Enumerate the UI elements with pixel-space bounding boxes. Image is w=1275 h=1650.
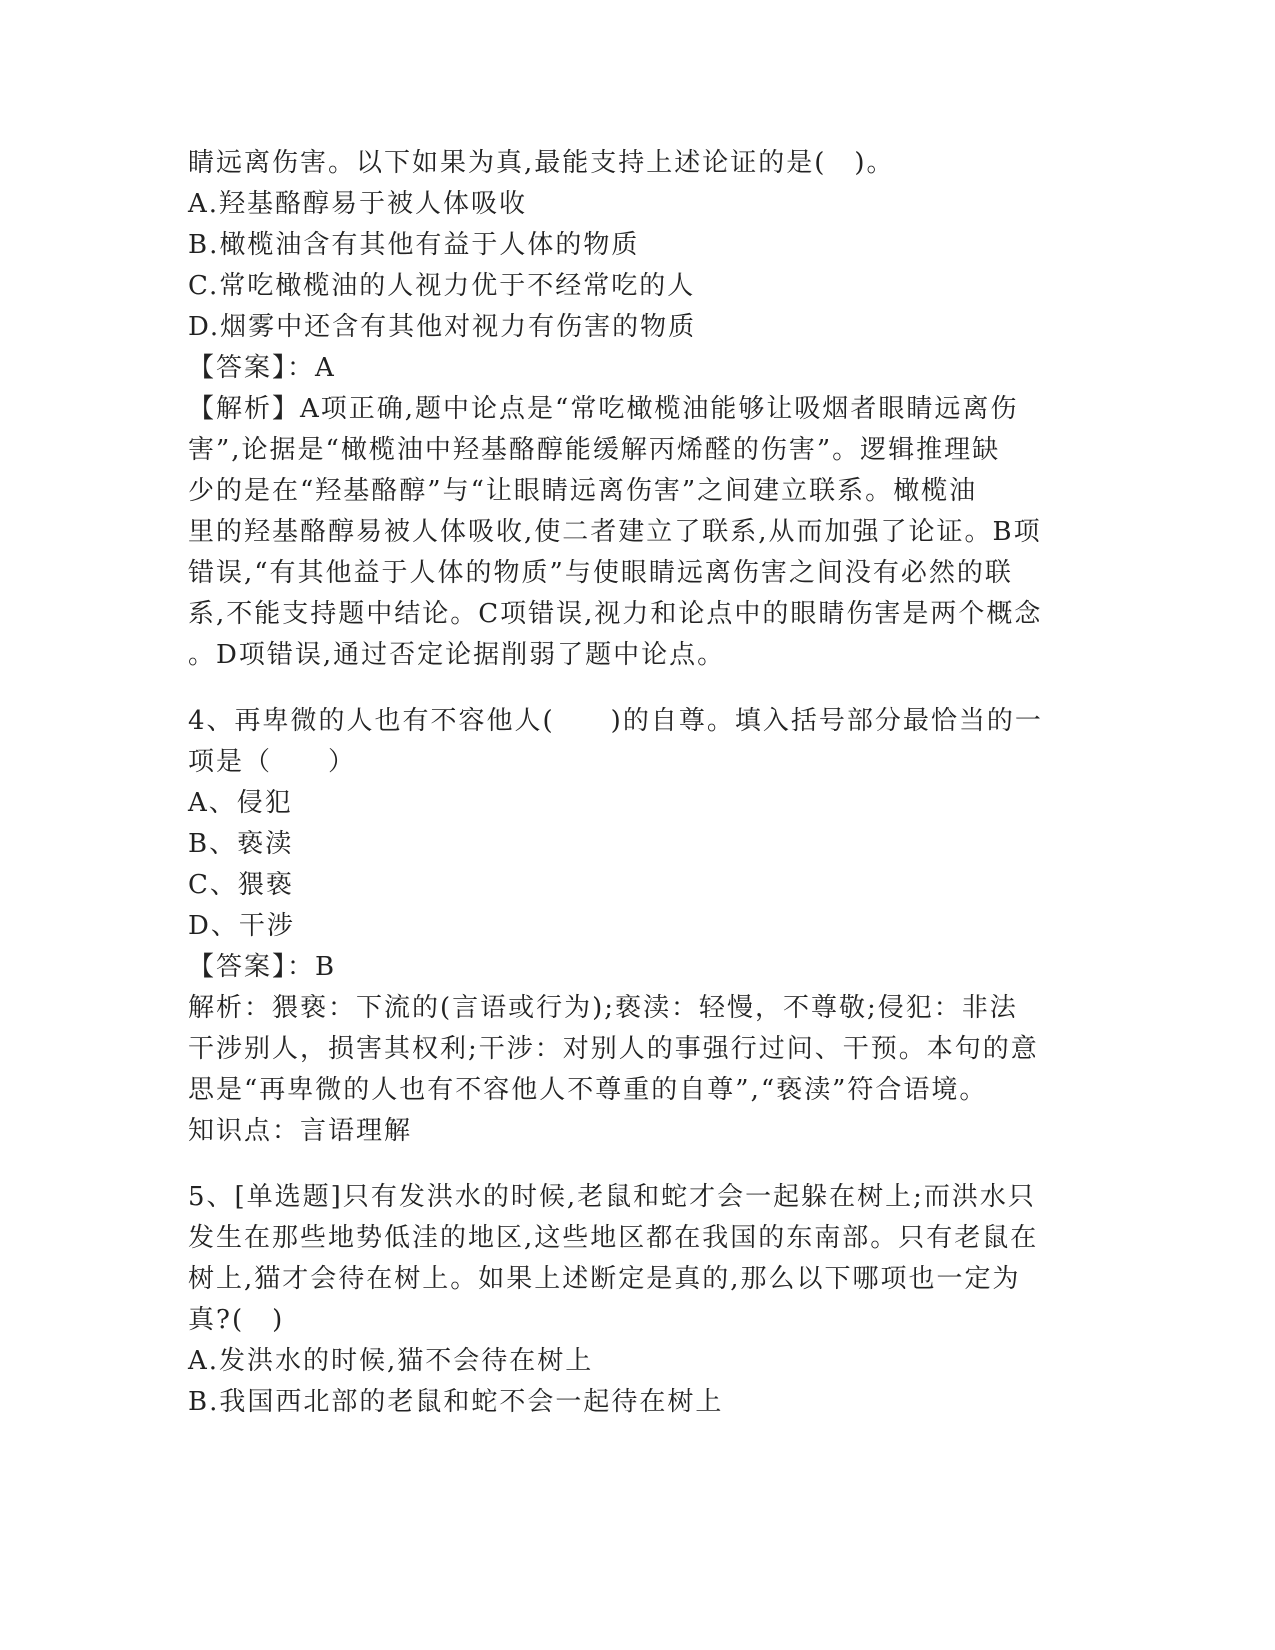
q4-stem-line: 项是（ ） [188, 747, 357, 777]
q3-explanation-line: 错误,“有其他益于人体的物质”与使眼睛远离伤害之间没有必然的联 [188, 558, 1013, 588]
q5-stem-line: 5、[单选题]只有发洪水的时候,老鼠和蛇才会一起躲在树上;而洪水只 [188, 1182, 1036, 1212]
q5-stem-line: 发生在那些地势低洼的地区,这些地区都在我国的东南部。只有老鼠在 [188, 1223, 1039, 1253]
q4-explanation-line: 思是“再卑微的人也有不容他人不尊重的自尊”,“亵渎”符合语境。 [188, 1075, 988, 1105]
q5-option-a: A.发洪水的时候,猫不会待在树上 [188, 1346, 594, 1376]
q4-option-a: A、侵犯 [188, 788, 293, 818]
q3-stem-tail: 睛远离伤害。以下如果为真,最能支持上述论证的是( )。 [188, 148, 895, 178]
q3-answer: 【答案】：A [188, 353, 336, 383]
q3-explanation-line: 。D项错误,通过否定论据削弱了题中论点。 [188, 640, 726, 670]
q4-option-b: B、亵渎 [188, 829, 294, 859]
q3-option-d: D.烟雾中还含有其他对视力有伤害的物质 [188, 312, 697, 342]
q3-option-c: C.常吃橄榄油的人视力优于不经常吃的人 [188, 271, 696, 301]
q4-option-c: C、猥亵 [188, 870, 294, 900]
q5-stem-line: 真?( ) [188, 1305, 285, 1335]
q4-knowledge-point: 知识点：言语理解 [188, 1116, 413, 1146]
q3-explanation-line: 害”,论据是“橄榄油中羟基酪醇能缓解丙烯醛的伤害”。逻辑推理缺 [188, 435, 1001, 465]
q3-explanation-line: 系,不能支持题中结论。C项错误,视力和论点中的眼睛伤害是两个概念 [188, 599, 1043, 629]
q3-explanation-line: 少的是在“羟基酪醇”与“让眼睛远离伤害”之间建立联系。橄榄油 [188, 476, 978, 506]
q3-explanation-line: 【解析】A项正确,题中论点是“常吃橄榄油能够让吸烟者眼睛远离伤 [188, 394, 1019, 424]
q5-stem-line: 树上,猫才会待在树上。如果上述断定是真的,那么以下哪项也一定为 [188, 1264, 1021, 1294]
q3-option-b: B.橄榄油含有其他有益于人体的物质 [188, 230, 640, 260]
q4-stem-line: 4、再卑微的人也有不容他人( )的自尊。填入括号部分最恰当的一 [188, 706, 1043, 736]
q4-answer: 【答案】：B [188, 952, 337, 982]
q3-explanation-line: 里的羟基酪醇易被人体吸收,使二者建立了联系,从而加强了论证。B项 [188, 517, 1042, 547]
q3-option-a: A.羟基酪醇易于被人体吸收 [188, 189, 528, 219]
q4-explanation-line: 干涉别人，损害其权利;干涉：对别人的事强行过问、干预。本句的意 [188, 1034, 1039, 1064]
q5-option-b: B.我国西北部的老鼠和蛇不会一起待在树上 [188, 1387, 724, 1417]
q4-explanation-line: 解析：猥亵：下流的(言语或行为);亵渎：轻慢，不尊敬;侵犯：非法 [188, 993, 1018, 1023]
q4-option-d: D、干涉 [188, 911, 295, 941]
